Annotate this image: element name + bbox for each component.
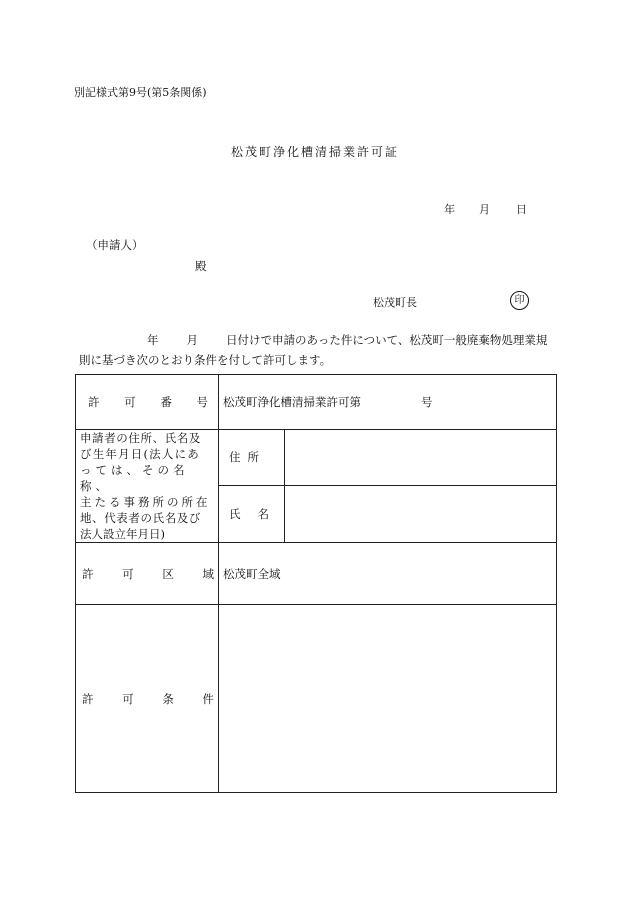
mayor-title: 松茂町長 (373, 296, 417, 309)
address-row (76, 430, 557, 486)
permit-conditions-row (76, 605, 557, 793)
body-month: 月 (186, 333, 198, 347)
permit-body-text (75, 330, 557, 370)
name-label: 氏 名 (219, 485, 285, 542)
body-line1: 日付けで申請のあった件について、松茂町一般廃棄物処理業規 (226, 333, 548, 347)
document-title: 松茂町浄化槽清掃業許可証 (230, 145, 399, 159)
applicant-label: （申請人） (86, 238, 144, 252)
permit-area-value: 松茂町全域 (219, 543, 557, 605)
issue-date (444, 201, 527, 217)
date-month-label: 月 (479, 203, 490, 216)
date-year-label: 年 (444, 203, 455, 216)
address-label: 住 所 (219, 430, 285, 486)
permit-conditions-label: 許 可 条 件 (76, 605, 219, 793)
seal-mark: 印 (510, 291, 529, 310)
applicant-info-label: 申請者の住所、氏名及 び生年月日(法人にあ っては、その名称、 主たる事務所の所在 地、代表者の氏名及び 法人設立年月日) (76, 430, 219, 543)
permit-area-label: 許 可 区 域 (76, 543, 219, 605)
honorific-dono: 殿 (195, 259, 207, 273)
permit-area-row (76, 543, 557, 605)
name-value (285, 485, 557, 542)
body-line2: 則に基づき次のとおり条件を付して許可します。 (79, 353, 332, 367)
permit-conditions-value (219, 605, 557, 793)
date-day-label: 日 (516, 203, 527, 216)
permit-number-label: 許 可 番 号 (76, 375, 219, 430)
permit-number-value: 松茂町浄化槽清掃業許可第 号 (219, 375, 557, 430)
address-value (285, 430, 557, 486)
permit-number-row (76, 375, 557, 430)
permit-table (75, 374, 557, 793)
form-number: 別記様式第9号(第5条関係) (74, 86, 207, 99)
body-year: 年 (147, 333, 159, 347)
